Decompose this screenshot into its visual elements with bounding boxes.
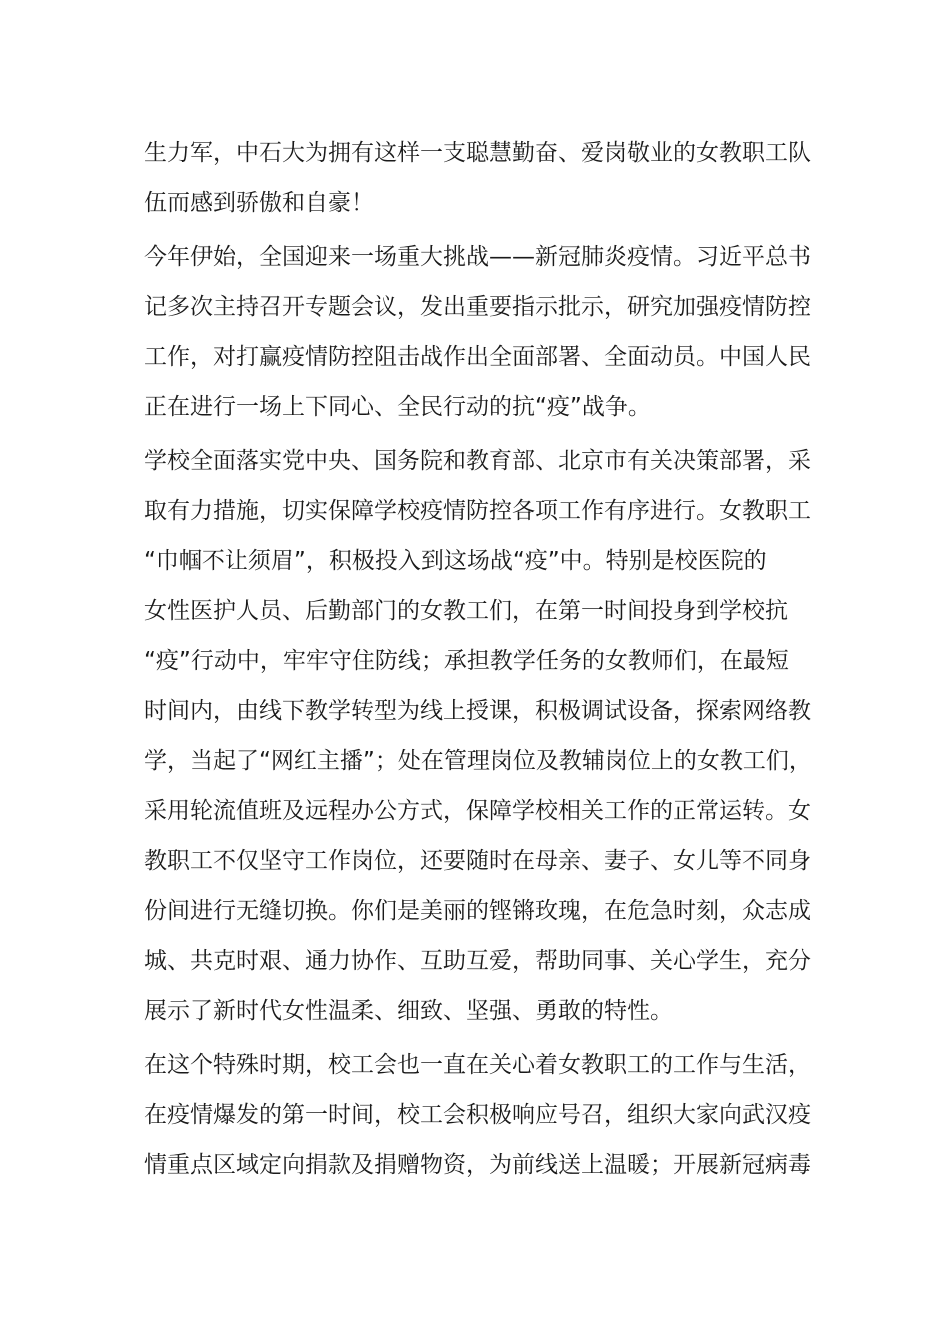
text-line: 份间进行无缝切换。你们是美丽的铿锵玫瑰，在危急时刻，众志成 — [144, 898, 811, 924]
document-body — [144, 128, 816, 1194]
text-line: 教职工不仅坚守工作岗位，还要随时在母亲、妻子、女儿等不同身 — [144, 848, 811, 874]
text-line: 正在进行一场上下同心、全民行动的抗“疫”战争。 — [144, 394, 651, 420]
text-line: 伍而感到骄傲和自豪！ — [144, 190, 374, 216]
text-line: 生力军，中石大为拥有这样一支聪慧勤奋、爱岗敬业的女教职工队 — [144, 140, 811, 166]
text-line: 学校全面落实党中央、国务院和教育部、北京市有关决策部署，采 — [144, 448, 811, 474]
text-line: 学，当起了“网红主播”；处在管理岗位及教辅岗位上的女教工们， — [144, 748, 812, 774]
paragraph-1 — [144, 128, 816, 228]
text-line: 情重点区域定向捐款及捐赠物资，为前线送上温暖；开展新冠病毒 — [144, 1152, 811, 1178]
text-line: 采用轮流值班及远程办公方式，保障学校相关工作的正常运转。女 — [144, 798, 811, 824]
text-line: 展示了新时代女性温柔、细致、坚强、勇敢的特性。 — [144, 998, 673, 1024]
text-line: 今年伊始，全国迎来一场重大挑战——新冠肺炎疫情。习近平总书 — [144, 244, 811, 270]
text-line: 取有力措施，切实保障学校疫情防控各项工作有序进行。女教职工 — [144, 498, 811, 524]
text-line: “巾帼不让须眉”，积极投入到这场战“疫”中。特别是校医院的 — [144, 548, 767, 574]
text-line: 在这个特殊时期，校工会也一直在关心着女教职工的工作与生活， — [144, 1052, 811, 1078]
text-line: 时间内，由线下教学转型为线上授课，积极调试设备，探索网络教 — [144, 698, 811, 724]
paragraph-3 — [144, 436, 816, 1036]
text-line: 记多次主持召开专题会议，发出重要指示批示，研究加强疫情防控 — [144, 294, 811, 320]
text-line: 工作，对打赢疫情防控阻击战作出全面部署、全面动员。中国人民 — [144, 344, 811, 370]
text-line: 在疫情爆发的第一时间，校工会积极响应号召，组织大家向武汉疫 — [144, 1102, 811, 1128]
paragraph-4 — [144, 1040, 816, 1190]
text-line: 城、共克时艰、通力协作、互助互爱，帮助同事、关心学生，充分 — [144, 948, 811, 974]
paragraph-2 — [144, 232, 816, 432]
text-line: 女性医护人员、后勤部门的女教工们，在第一时间投身到学校抗 — [144, 598, 788, 624]
text-line: “疫”行动中，牢牢守住防线；承担教学任务的女教师们，在最短 — [144, 648, 789, 674]
